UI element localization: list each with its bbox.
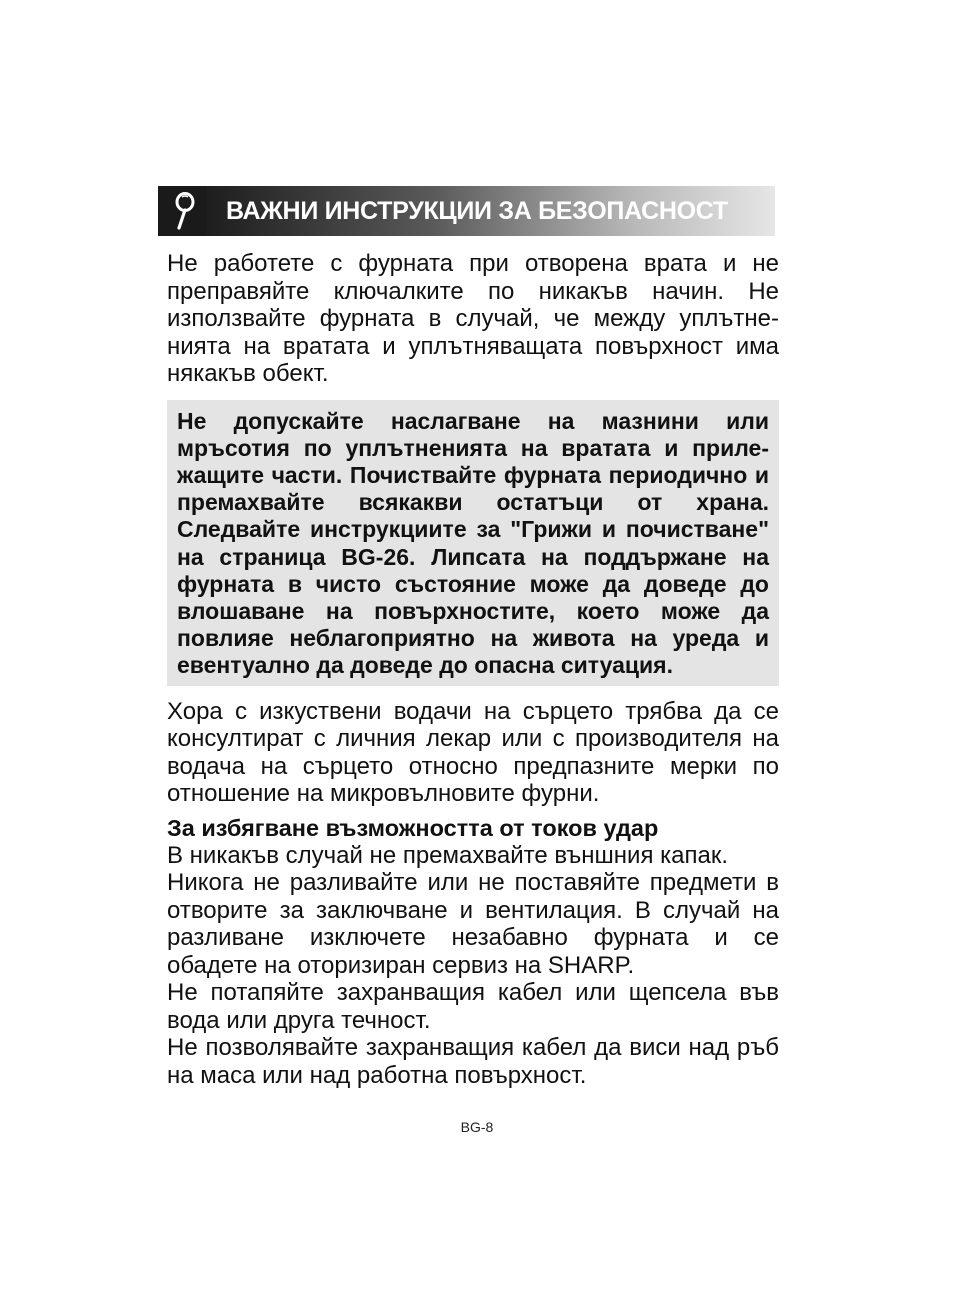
paragraph-openings: Никога не разливайте или не поставяйте предмети в отворите за заключване и вентилация. В случай на разливане изключете незабавно фурната и се обадете на оторизиран сервиз на SHARP. xyxy=(167,869,779,979)
info-pointer-icon xyxy=(158,186,207,236)
paragraph-cable-liquid: Не потапяйте захранващия кабел или щепсела във вода или друга течност. xyxy=(167,979,779,1034)
warning-text: Не допускайте наслагване на мазнини или мръсотия по уплътненията на вратата и прилежащите части. Почиствайте фурната периодично и премахвайте всякакви остатъци от храна. Следвайте инструкциите за "Грижи и почистване" на страница BG-26. Липсата на поддържане на фурната в чисто състояние може да доведе до влошаване на повърхностите, което може да повлияе неблагоприятно на живота на уреда и евентуално да доведе до опасна ситуация. xyxy=(177,407,769,679)
paragraph-door-operation: Не работете с фурната при отворена врата и не преправяйте ключалките по никакъв начин. Не използвайте фурната в случай, че между уплътненията на вратата и уплътняващата повърхност има някакъв обект. xyxy=(167,250,779,387)
warning-box xyxy=(167,400,779,686)
section-header xyxy=(158,186,775,236)
subheading-electric-shock: За избягване възможността от токов удар xyxy=(167,814,659,841)
info-pointer-icon-graphic xyxy=(170,192,196,230)
page-title: ВАЖНИ ИНСТРУКЦИИ ЗА БЕЗОПАСНОСТ xyxy=(226,196,728,225)
header-bar xyxy=(207,186,775,236)
main-content xyxy=(167,250,779,1089)
paragraph-cable-hanging: Не позволявайте захранващия кабел да виси над ръб на маса или над работна повърхност. xyxy=(167,1034,779,1089)
paragraph-outer-cover: В никакъв случай не премахвайте външния капак. xyxy=(167,841,729,869)
paragraph-pacemaker: Хора с изкуствени водачи на сърцето трябва да се консултират с личния лекар или с производителя на водача на сърцето относно предпазните мерки по отношение на микровълновите фурни. xyxy=(167,697,779,808)
page-number: BG-8 xyxy=(460,1119,494,1135)
